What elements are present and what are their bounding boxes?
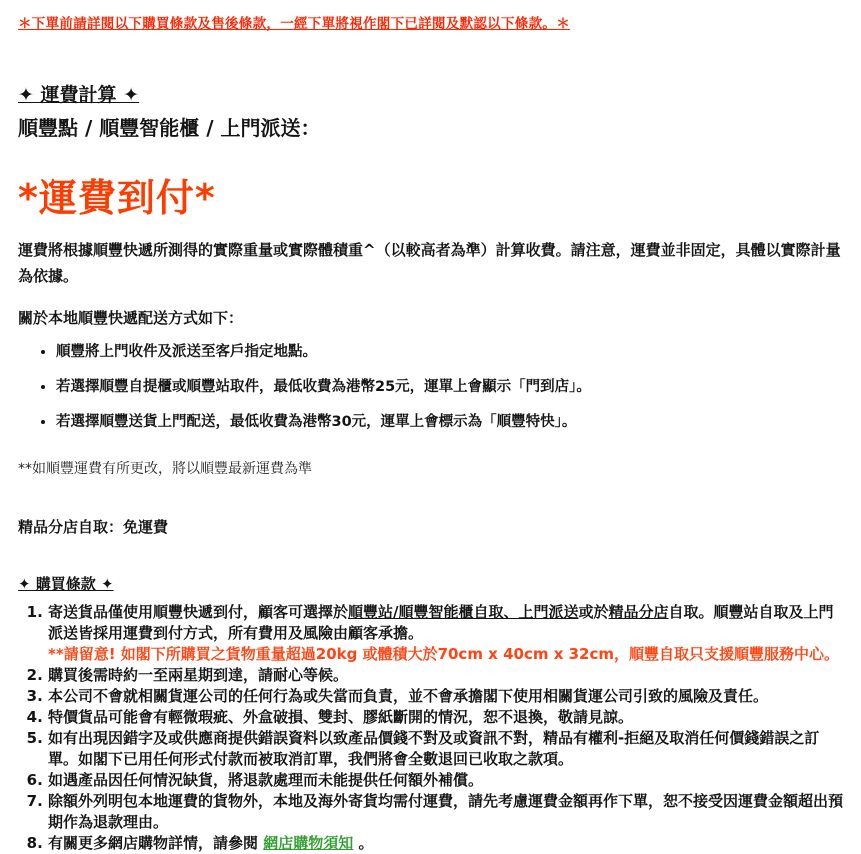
delivery-methods-title: 關於本地順豐快遞配送方式如下： <box>18 308 244 327</box>
term1-text: 或於 <box>578 603 609 622</box>
term-item-7: 7. 除額外列明包本地運費的貨物外，本地及海外寄貨均需付運費，請先考慮運費金額再作下單，恕不接受因運費金額超出預期作為退款理由。 <box>48 791 843 833</box>
term8-text: 。 <box>353 834 374 853</box>
term-item-2: 2. 購買後需時約一至兩星期到達，請耐心等候。 <box>48 665 843 686</box>
delivery-bullet-locker-station: • 若選擇順豐自提櫃或順豐站取件，最低收費為港幣25元，運單上會顯示「門到店」。 <box>56 377 843 397</box>
fee-change-note: **如順豐運費有所更改，將以順豐最新運費為準 <box>18 461 312 478</box>
store-pickup-free-note: 精品分店自取：免運費 <box>18 518 169 537</box>
term-item-5: 5. 如有出現因錯字及或供應商提供錯誤資料以致產品價錢不對及或資訊不對，精品有權利-拒絕及取消任何價錢錯誤之訂單。如閣下已用任何形式付款而被取消訂單，我們將會全數退回已收取之款項。 <box>48 728 843 770</box>
term-item-6: 6. 如遇產品因任何情況缺貨，將退款處理而未能提供任何額外補償。 <box>48 770 843 791</box>
delivery-methods-list <box>18 342 843 433</box>
purchase-terms-list <box>18 602 843 854</box>
shipping-calculation-heading: ✦ 運費計算 ✦ <box>18 84 140 106</box>
shipping-methods-subheading: 順豐點 / 順豐智能櫃 / 上門派送： <box>18 116 321 140</box>
term-item-8 <box>48 833 843 854</box>
term8-text: 有關更多網店購物詳情，請參閱 <box>48 834 264 853</box>
purchase-terms-heading: ✦ 購買條款 ✦ <box>18 575 114 594</box>
top-notice: ＊下單前請詳閱以下購買條款及售後條款，一經下單將視作閣下已詳閱及默認以下條款。＊ <box>18 16 570 32</box>
term1-size-weight-warning: **請留意! 如閣下所購買之貨物重量超過20kg 或體積大於70cm x 40cm x 32cm，順豐自取只支援順豐服務中心。 <box>48 645 839 664</box>
delivery-bullet-door-pickup: • 順豐將上門收件及派送至客戶指定地點。 <box>56 342 843 362</box>
term1-underline-boutique: 精品分店 <box>608 603 669 622</box>
term-item-4: 4. 特價貨品可能會有輕微瑕疵、外盒破損、雙封、膠紙斷開的情況，恕不退換，敬請見諒。 <box>48 707 843 728</box>
term1-underline-pickup-options: 順豐站/順豐智能櫃自取、上門派送 <box>348 603 579 622</box>
freight-collect-highlight: *運費到付* <box>18 176 216 220</box>
term1-text: 寄送貨品僅使用順豐快遞到付，顧客可選擇於 <box>48 603 349 622</box>
term1-text: 自取。順豐站自取及上門派送皆採用運費到付方式，所有費用及風險由顧客承擔。 <box>48 603 834 643</box>
term-item-1 <box>48 602 843 665</box>
online-shop-guide-link[interactable]: 網店購物須知 <box>263 834 354 853</box>
term-item-3: 3. 本公司不會就相關貨運公司的任何行為或失當而負責，並不會承擔閣下使用相關貨運公司引致的風險及責任。 <box>48 686 843 707</box>
delivery-bullet-home-delivery: • 若選擇順豐送貨上門配送，最低收費為港幣30元，運單上會標示為「順豐特快」。 <box>56 412 843 432</box>
shipping-fee-intro: 運費將根據順豐快遞所測得的實際重量或實際體積重^（以較高者為準）計算收費。請注意，運費並非固定，具體以實際計量為依據。 <box>18 241 841 285</box>
